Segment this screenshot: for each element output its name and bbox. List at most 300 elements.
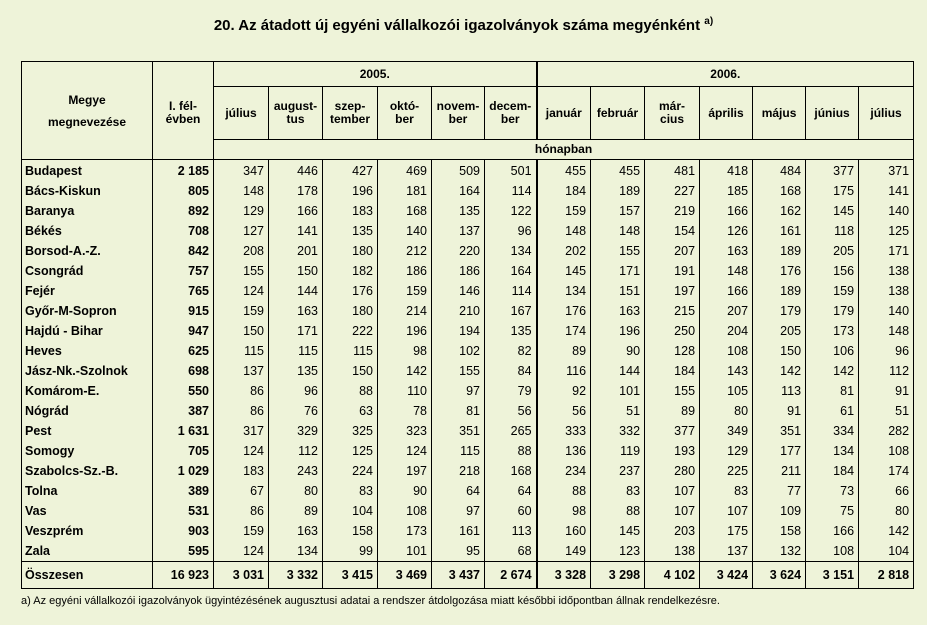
month-value: 132	[753, 541, 806, 562]
header-month-2006	[591, 87, 645, 140]
month-value: 214	[378, 301, 432, 321]
month-value: 151	[591, 281, 645, 301]
month-value: 83	[700, 481, 753, 501]
table-row	[22, 281, 914, 301]
month-value: 135	[269, 361, 323, 381]
month-value: 136	[537, 441, 591, 461]
month-value: 174	[859, 461, 914, 481]
month-value: 102	[432, 341, 485, 361]
month-value: 108	[859, 441, 914, 461]
month-value: 101	[378, 541, 432, 562]
county-name: Békés	[22, 221, 153, 241]
month-value: 351	[432, 421, 485, 441]
month-value: 180	[323, 301, 378, 321]
month-value: 163	[269, 521, 323, 541]
header-half-year	[153, 87, 214, 140]
month-value: 145	[806, 201, 859, 221]
month-value: 95	[432, 541, 485, 562]
month-value: 137	[214, 361, 269, 381]
month-value: 88	[537, 481, 591, 501]
county-name: Pest	[22, 421, 153, 441]
county-name: Zala	[22, 541, 153, 562]
month-value: 317	[214, 421, 269, 441]
total-half-year: 16 923	[153, 562, 214, 589]
header-month-2005-line: tus	[286, 112, 305, 126]
county-name: Tolna	[22, 481, 153, 501]
county-name: Borsod-A.-Z.	[22, 241, 153, 261]
county-name: Jász-Nk.-Szolnok	[22, 361, 153, 381]
header-month-2005-line: július	[225, 105, 257, 120]
month-value: 140	[859, 301, 914, 321]
half-year-value: 947	[153, 321, 214, 341]
header-month-2006	[700, 87, 753, 140]
half-year-value: 1 029	[153, 461, 214, 481]
month-value: 196	[378, 321, 432, 341]
month-value: 455	[537, 160, 591, 182]
header-month-2005	[378, 87, 432, 140]
month-value: 215	[645, 301, 700, 321]
header-month-2005-line: tember	[329, 112, 370, 126]
month-value: 73	[806, 481, 859, 501]
month-value: 114	[485, 181, 537, 201]
header-month-2005-line: august-	[273, 99, 318, 113]
month-value: 184	[806, 461, 859, 481]
month-value: 96	[859, 341, 914, 361]
month-value: 98	[378, 341, 432, 361]
month-value: 159	[806, 281, 859, 301]
month-value: 114	[485, 281, 537, 301]
header-honapban: hónapban	[214, 140, 914, 160]
half-year-value: 387	[153, 401, 214, 421]
header-month-2006-line: január	[545, 105, 582, 120]
county-name: Veszprém	[22, 521, 153, 541]
half-year-value: 903	[153, 521, 214, 541]
month-value: 323	[378, 421, 432, 441]
month-value: 166	[269, 201, 323, 221]
month-value: 351	[753, 421, 806, 441]
total-month-value: 3 437	[432, 562, 485, 589]
month-value: 146	[432, 281, 485, 301]
month-value: 180	[323, 241, 378, 261]
title-footnote-marker: a)	[704, 16, 714, 27]
table-row	[22, 381, 914, 401]
month-value: 78	[378, 401, 432, 421]
month-value: 173	[378, 521, 432, 541]
month-value: 183	[323, 201, 378, 221]
county-name: Bács-Kiskun	[22, 181, 153, 201]
month-value: 108	[378, 501, 432, 521]
month-value: 142	[806, 361, 859, 381]
month-value: 124	[214, 541, 269, 562]
month-value: 96	[485, 221, 537, 241]
total-month-value: 3 624	[753, 562, 806, 589]
month-value: 64	[485, 481, 537, 501]
month-value: 77	[753, 481, 806, 501]
header-month-2005-line: novem-	[436, 99, 480, 113]
month-value: 129	[214, 201, 269, 221]
month-value: 371	[859, 160, 914, 182]
month-value: 118	[806, 221, 859, 241]
month-value: 76	[269, 401, 323, 421]
month-value: 86	[214, 501, 269, 521]
month-value: 178	[269, 181, 323, 201]
header-megye-line: Megye	[68, 92, 106, 107]
month-value: 143	[700, 361, 753, 381]
month-value: 107	[645, 481, 700, 501]
table-row	[22, 421, 914, 441]
month-value: 175	[806, 181, 859, 201]
month-value: 186	[432, 261, 485, 281]
month-value: 171	[859, 241, 914, 261]
month-value: 418	[700, 160, 753, 182]
month-value: 157	[591, 201, 645, 221]
month-value: 224	[323, 461, 378, 481]
title-text: 20. Az átadott új egyéni vállalkozói igazolványok száma megyénként	[213, 17, 701, 34]
county-name: Baranya	[22, 201, 153, 221]
month-value: 141	[269, 221, 323, 241]
table-row	[22, 481, 914, 501]
month-value: 67	[214, 481, 269, 501]
month-value: 191	[645, 261, 700, 281]
month-value: 90	[591, 341, 645, 361]
month-value: 96	[269, 381, 323, 401]
month-value: 92	[537, 381, 591, 401]
table-row	[22, 261, 914, 281]
month-value: 148	[214, 181, 269, 201]
month-value: 166	[700, 201, 753, 221]
header-month-2005-line: decem-	[489, 99, 532, 113]
month-value: 128	[645, 341, 700, 361]
month-value: 168	[485, 461, 537, 481]
county-name: Fejér	[22, 281, 153, 301]
month-value: 83	[591, 481, 645, 501]
header-month-2005-line: októ-	[389, 99, 420, 113]
month-value: 84	[485, 361, 537, 381]
data-table	[21, 61, 914, 589]
month-value: 176	[753, 261, 806, 281]
half-year-value: 550	[153, 381, 214, 401]
total-month-value: 3 415	[323, 562, 378, 589]
month-value: 124	[214, 441, 269, 461]
total-month-value: 4 102	[645, 562, 700, 589]
month-value: 166	[700, 281, 753, 301]
county-name: Komárom-E.	[22, 381, 153, 401]
month-value: 135	[485, 321, 537, 341]
month-value: 60	[485, 501, 537, 521]
month-value: 110	[378, 381, 432, 401]
header-month-2006	[859, 87, 914, 140]
month-value: 56	[537, 401, 591, 421]
month-value: 64	[432, 481, 485, 501]
month-value: 107	[645, 501, 700, 521]
month-value: 135	[323, 221, 378, 241]
month-value: 116	[537, 361, 591, 381]
half-year-value: 698	[153, 361, 214, 381]
half-year-value: 842	[153, 241, 214, 261]
header-month-2006	[806, 87, 859, 140]
month-value: 155	[645, 381, 700, 401]
half-year-value: 765	[153, 281, 214, 301]
month-value: 171	[591, 261, 645, 281]
month-value: 63	[323, 401, 378, 421]
month-value: 156	[806, 261, 859, 281]
header-month-2006-line: július	[870, 105, 902, 120]
county-name: Hajdú - Bihar	[22, 321, 153, 341]
month-value: 159	[378, 281, 432, 301]
month-value: 501	[485, 160, 537, 182]
month-value: 112	[269, 441, 323, 461]
month-value: 168	[753, 181, 806, 201]
month-value: 161	[753, 221, 806, 241]
half-year-value: 389	[153, 481, 214, 501]
month-value: 210	[432, 301, 485, 321]
month-value: 129	[700, 441, 753, 461]
header-month-2005-line: szep-	[334, 99, 366, 113]
month-value: 106	[806, 341, 859, 361]
month-value: 163	[269, 301, 323, 321]
month-value: 159	[214, 521, 269, 541]
month-value: 135	[432, 201, 485, 221]
month-value: 158	[753, 521, 806, 541]
month-value: 138	[645, 541, 700, 562]
month-value: 197	[378, 461, 432, 481]
header-month-2006	[645, 87, 700, 140]
header-month-2006	[753, 87, 806, 140]
half-year-value: 708	[153, 221, 214, 241]
header-month-2006-line: február	[596, 105, 639, 120]
header-month-2006-line: már-	[659, 99, 686, 113]
month-value: 150	[753, 341, 806, 361]
month-value: 91	[753, 401, 806, 421]
table-row	[22, 461, 914, 481]
header-month-2005	[323, 87, 378, 140]
half-year-value: 705	[153, 441, 214, 461]
month-value: 186	[378, 261, 432, 281]
half-year-value: 892	[153, 201, 214, 221]
month-value: 134	[537, 281, 591, 301]
total-month-value: 3 298	[591, 562, 645, 589]
table-row	[22, 321, 914, 341]
month-value: 377	[645, 421, 700, 441]
table-row	[22, 181, 914, 201]
month-value: 197	[645, 281, 700, 301]
month-value: 205	[806, 241, 859, 261]
month-value: 159	[537, 201, 591, 221]
month-value: 182	[323, 261, 378, 281]
footnote: a) Az egyéni vállalkozói igazolványok ügyintézésének augusztusi adatai a rendszer átdolgozása miatt későbbi időpontban állnak rendelkezésre.	[21, 595, 720, 607]
month-value: 141	[859, 181, 914, 201]
month-value: 201	[269, 241, 323, 261]
month-value: 115	[323, 341, 378, 361]
month-value: 99	[323, 541, 378, 562]
month-value: 150	[323, 361, 378, 381]
month-value: 148	[859, 321, 914, 341]
month-value: 332	[591, 421, 645, 441]
header-month-2005-line: ber	[448, 112, 468, 126]
month-value: 167	[485, 301, 537, 321]
half-year-value: 1 631	[153, 421, 214, 441]
month-value: 193	[645, 441, 700, 461]
month-value: 127	[214, 221, 269, 241]
month-value: 126	[700, 221, 753, 241]
month-value: 80	[269, 481, 323, 501]
table-row	[22, 221, 914, 241]
month-value: 97	[432, 381, 485, 401]
month-value: 148	[537, 221, 591, 241]
month-value: 125	[323, 441, 378, 461]
month-value: 208	[214, 241, 269, 261]
month-value: 149	[537, 541, 591, 562]
month-value: 222	[323, 321, 378, 341]
header-half-year-line: I. fél-	[168, 99, 197, 113]
month-value: 101	[591, 381, 645, 401]
total-label: Összesen	[22, 562, 153, 589]
month-value: 145	[591, 521, 645, 541]
table-row	[22, 241, 914, 261]
month-value: 282	[859, 421, 914, 441]
half-year-value: 531	[153, 501, 214, 521]
month-value: 184	[537, 181, 591, 201]
month-value: 174	[537, 321, 591, 341]
header-month-2005	[269, 87, 323, 140]
county-name: Heves	[22, 341, 153, 361]
total-month-value: 3 151	[806, 562, 859, 589]
half-year-value: 625	[153, 341, 214, 361]
month-value: 109	[753, 501, 806, 521]
month-value: 176	[323, 281, 378, 301]
month-value: 347	[214, 160, 269, 182]
month-value: 469	[378, 160, 432, 182]
month-value: 154	[645, 221, 700, 241]
month-value: 90	[378, 481, 432, 501]
month-value: 185	[700, 181, 753, 201]
header-half-year-line: évben	[165, 112, 201, 126]
table-row	[22, 501, 914, 521]
month-value: 81	[806, 381, 859, 401]
month-value: 329	[269, 421, 323, 441]
month-value: 142	[378, 361, 432, 381]
month-value: 189	[753, 281, 806, 301]
total-row	[22, 562, 914, 589]
header-month-2006-line: április	[708, 105, 744, 120]
month-value: 455	[591, 160, 645, 182]
county-name: Somogy	[22, 441, 153, 461]
month-value: 112	[859, 361, 914, 381]
total-month-value: 2 818	[859, 562, 914, 589]
month-value: 158	[323, 521, 378, 541]
month-value: 243	[269, 461, 323, 481]
month-value: 124	[214, 281, 269, 301]
header-month-2006-line: június	[814, 105, 850, 120]
month-value: 159	[214, 301, 269, 321]
month-value: 349	[700, 421, 753, 441]
header-month-2005-line: ber	[500, 112, 520, 126]
month-value: 142	[753, 361, 806, 381]
half-year-value: 595	[153, 541, 214, 562]
month-value: 138	[859, 261, 914, 281]
month-value: 150	[269, 261, 323, 281]
month-value: 219	[645, 201, 700, 221]
month-value: 75	[806, 501, 859, 521]
month-value: 123	[591, 541, 645, 562]
month-value: 119	[591, 441, 645, 461]
month-value: 250	[645, 321, 700, 341]
month-value: 137	[432, 221, 485, 241]
half-year-value: 757	[153, 261, 214, 281]
month-value: 150	[214, 321, 269, 341]
month-value: 86	[214, 401, 269, 421]
month-value: 138	[859, 281, 914, 301]
table-row	[22, 201, 914, 221]
county-name: Győr-M-Sopron	[22, 301, 153, 321]
month-value: 98	[537, 501, 591, 521]
month-value: 107	[700, 501, 753, 521]
month-value: 83	[323, 481, 378, 501]
month-value: 148	[700, 261, 753, 281]
header-year-2006: 2006.	[537, 62, 914, 87]
month-value: 203	[645, 521, 700, 541]
month-value: 115	[432, 441, 485, 461]
header-month-2006-line: május	[761, 105, 797, 120]
month-value: 68	[485, 541, 537, 562]
month-value: 155	[591, 241, 645, 261]
month-value: 234	[537, 461, 591, 481]
total-month-value: 3 328	[537, 562, 591, 589]
header-half-year-bottom	[153, 140, 214, 160]
total-month-value: 3 469	[378, 562, 432, 589]
month-value: 140	[859, 201, 914, 221]
header-month-2006-line: cius	[660, 112, 685, 126]
month-value: 237	[591, 461, 645, 481]
total-month-value: 2 674	[485, 562, 537, 589]
month-value: 137	[700, 541, 753, 562]
total-month-value: 3 031	[214, 562, 269, 589]
month-value: 134	[806, 441, 859, 461]
month-value: 265	[485, 421, 537, 441]
month-value: 89	[645, 401, 700, 421]
month-value: 88	[591, 501, 645, 521]
month-value: 377	[806, 160, 859, 182]
county-name: Csongrád	[22, 261, 153, 281]
month-value: 162	[753, 201, 806, 221]
month-value: 163	[700, 241, 753, 261]
month-value: 88	[323, 381, 378, 401]
month-value: 122	[485, 201, 537, 221]
month-value: 204	[700, 321, 753, 341]
half-year-value: 2 185	[153, 160, 214, 182]
month-value: 148	[591, 221, 645, 241]
month-value: 196	[323, 181, 378, 201]
table-row	[22, 441, 914, 461]
month-value: 189	[753, 241, 806, 261]
month-value: 427	[323, 160, 378, 182]
month-value: 51	[859, 401, 914, 421]
month-value: 86	[214, 381, 269, 401]
table-row	[22, 401, 914, 421]
month-value: 108	[700, 341, 753, 361]
month-value: 207	[700, 301, 753, 321]
month-value: 142	[859, 521, 914, 541]
month-value: 89	[537, 341, 591, 361]
month-value: 280	[645, 461, 700, 481]
month-value: 66	[859, 481, 914, 501]
month-value: 189	[591, 181, 645, 201]
month-value: 334	[806, 421, 859, 441]
month-value: 446	[269, 160, 323, 182]
header-half-year-top	[153, 62, 214, 87]
month-value: 176	[537, 301, 591, 321]
half-year-value: 915	[153, 301, 214, 321]
